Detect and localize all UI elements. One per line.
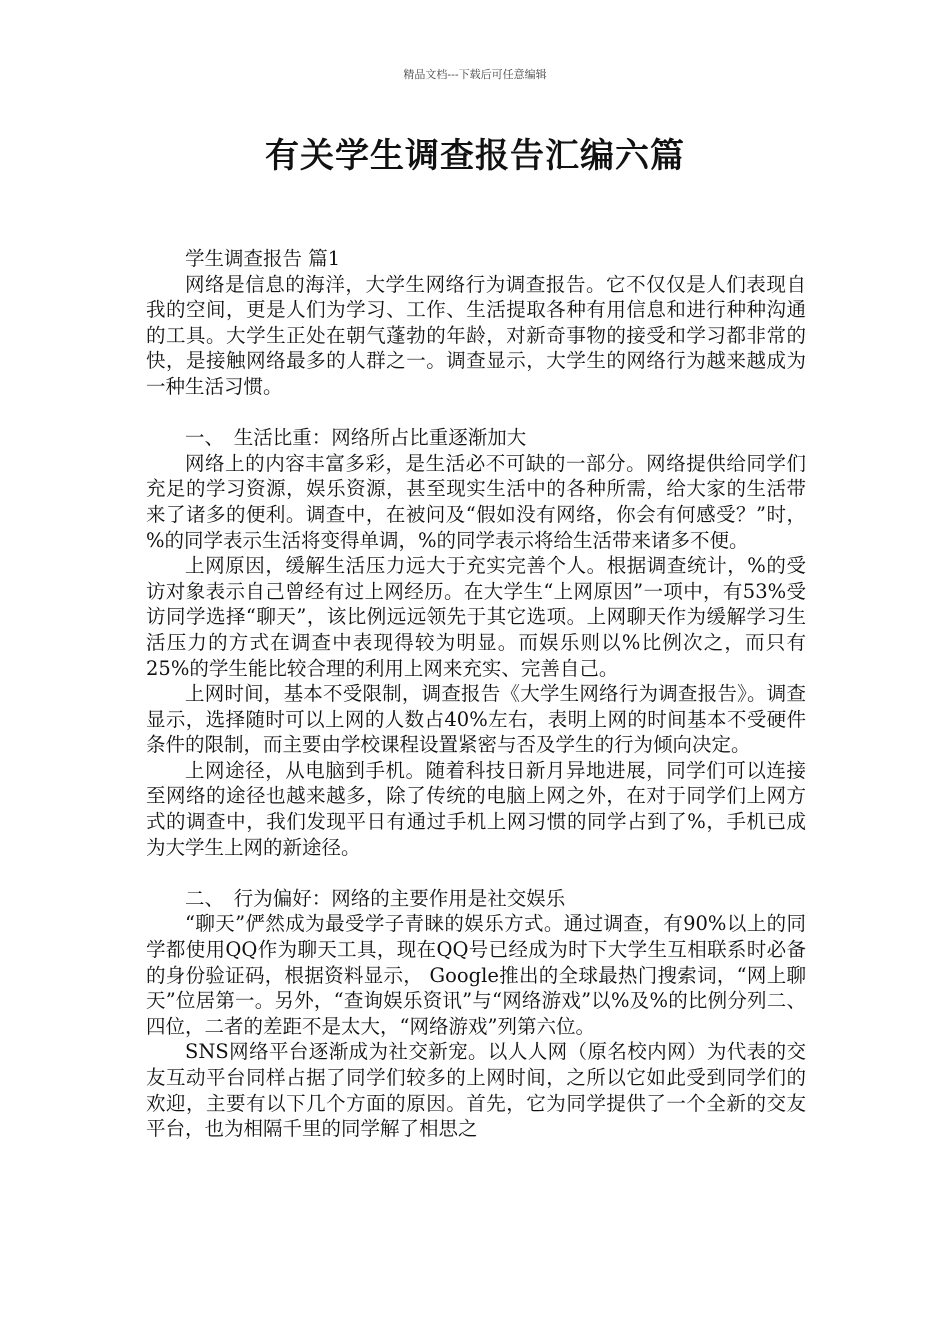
- paragraph: 上网原因，缓解生活压力远大于充实完善个人。根据调查统计，%的受访对象表示自己曾经有过上网经历。在大学生“上网原因”一项中，有53%受访同学选择“聊天”，该比例远远领先于其它选项。上网聊天作为缓解学习生活压力的方式在调查中表现得较为明显。而娱乐则以%比例次之，而只有25%的学生能比较合理的利用上网来充实、完善自己。: [146, 554, 806, 680]
- paragraph: 网络是信息的海洋，大学生网络行为调查报告。它不仅仅是人们表现自我的空间，更是人们为学习、工作、生活提取各种有用信息和进行种种沟通的工具。大学生正处在朝气蓬勃的年龄，对新奇事物的接受和学习都非常的快，是接触网络最多的人群之一。调查显示，大学生的网络行为越来越成为一种生活习惯。: [146, 272, 806, 398]
- paragraph: SNS网络平台逐渐成为社交新宠。以人人网（原名校内网）为代表的交友互动平台同样占据了同学们较多的上网时间，之所以它如此受到同学们的欢迎，主要有以下几个方面的原因。首先，它为同学提供了一个全新的交友平台，也为相隔千里的同学解了相思之: [146, 1040, 806, 1141]
- section-heading: 二、 行为偏好：网络的主要作用是社交娱乐: [185, 886, 566, 910]
- paragraph: 网络上的内容丰富多彩，是生活必不可缺的一部分。网络提供给同学们充足的学习资源，娱乐资源，甚至现实生活中的各种所需，给大家的生活带来了诸多的便利。调查中，在被问及“假如没有网络，你会有何感受？”时，%的同学表示生活将变得单调，%的同学表示将给生活带来诸多不便。: [146, 451, 806, 552]
- report-heading: 学生调查报告 篇1: [185, 247, 341, 270]
- document-body: [146, 246, 806, 1142]
- section-heading: 一、 生活比重：网络所占比重逐渐加大: [185, 426, 527, 450]
- paragraph: 上网途径，从电脑到手机。随着科技日新月异地进展，同学们可以连接至网络的途径也越来越多，除了传统的电脑上网之外，在对于同学们上网方式的调查中，我们发现平日有通过手机上网习惯的同学占到了%，手机已成为大学生上网的新途径。: [146, 758, 806, 859]
- document-title: 有关学生调查报告汇编六篇: [265, 136, 685, 176]
- paragraph: 上网时间，基本不受限制，调查报告《大学生网络行为调查报告》。调查显示，选择随时可以上网的人数占40%左右，表明上网的时间基本不受硬件条件的限制，而主要由学校课程设置紧密与否及学生的行为倾向决定。: [146, 682, 806, 757]
- paragraph: “聊天”俨然成为最受学子青睐的娱乐方式。通过调查，有90%以上的同学都使用QQ作为聊天工具，现在QQ号已经成为时下大学生互相联系时必备的身份验证码，根据资料显示， Google推出的全球最热门搜索词，“网上聊天”位居第一。另外，“查询娱乐资讯”与“网络游戏”以%及%的比例分列二、四位，二者的差距不是太大，“网络游戏”列第六位。: [146, 912, 806, 1038]
- header-note: 精品文档---下载后可任意编辑: [403, 68, 547, 81]
